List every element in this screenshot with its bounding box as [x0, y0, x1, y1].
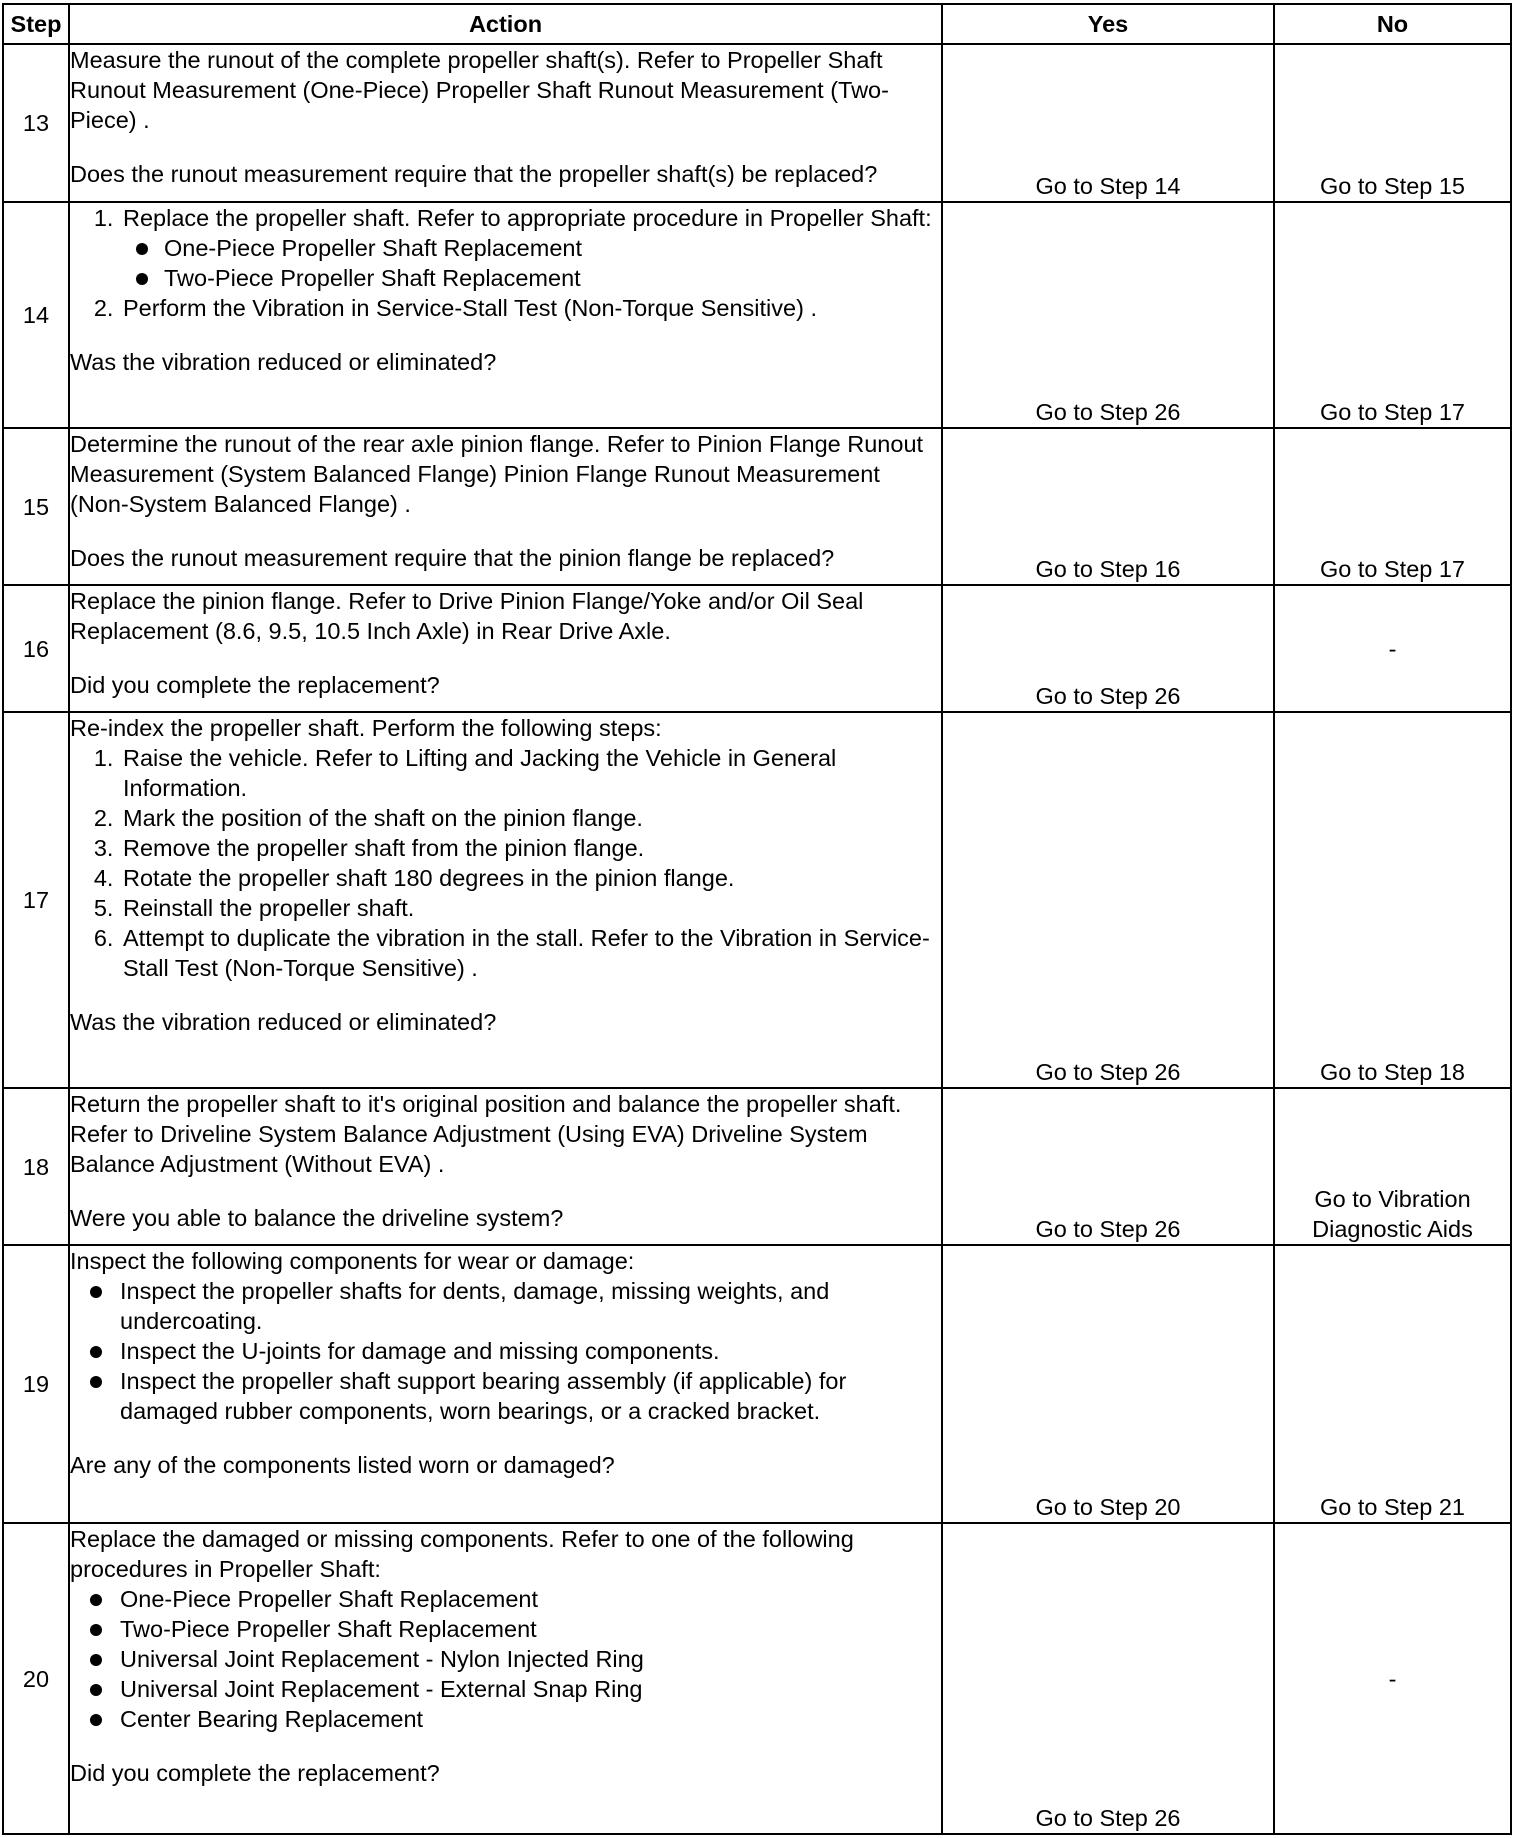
- no-result: -: [1274, 585, 1511, 712]
- action-intro: Return the propeller shaft to it's original position and balance the propeller shaft. Refer to Driveline System Balance Adjustment (Using EVA) Driveline System Balance Adjustment (Without EVA) .: [70, 1091, 902, 1177]
- action-intro: Replace the damaged or missing components. Refer to one of the following procedures in Propeller Shaft:: [70, 1526, 854, 1582]
- bullet-item: Inspect the propeller shafts for dents, damage, missing weights, and undercoating.: [120, 1276, 941, 1336]
- diagnostic-table: [2, 3, 1512, 1835]
- header-action: Action: [69, 4, 942, 44]
- bullet-item: Universal Joint Replacement - External Snap Ring: [120, 1674, 941, 1704]
- procedure-steps: [70, 203, 941, 323]
- no-result-line: Go to Vibration: [1314, 1186, 1471, 1212]
- inspection-bullets: [70, 1276, 941, 1426]
- procedure-bullets: [123, 233, 941, 293]
- bullet-item: One-Piece Propeller Shaft Replacement: [120, 1584, 941, 1614]
- procedure-step: 5. Reinstall the propeller shaft.: [120, 893, 941, 923]
- table-row: [3, 44, 1511, 202]
- table-row: [3, 1523, 1511, 1834]
- header-no: No: [1274, 4, 1511, 44]
- action-question: Does the runout measurement require that the propeller shaft(s) be replaced?: [70, 161, 878, 187]
- procedure-step: 6. Attempt to duplicate the vibration in the stall. Refer to the Vibration in Service-Stall Test (Non-Torque Sensitive) .: [120, 923, 941, 983]
- table-row: [3, 1245, 1511, 1523]
- no-result: -: [1274, 1523, 1511, 1834]
- no-result-line: Diagnostic Aids: [1312, 1216, 1473, 1242]
- action-intro: Inspect the following components for wear or damage:: [70, 1248, 635, 1274]
- action-cell: [69, 44, 942, 202]
- no-result: [1274, 1088, 1511, 1245]
- action-cell: [69, 1088, 942, 1245]
- action-question: Was the vibration reduced or eliminated?: [70, 1009, 497, 1035]
- bullet-item: Two-Piece Propeller Shaft Replacement: [164, 263, 941, 293]
- procedure-step: 4. Rotate the propeller shaft 180 degrees in the pinion flange.: [120, 863, 941, 893]
- no-result: Go to Step 21: [1274, 1245, 1511, 1523]
- bullet-item: One-Piece Propeller Shaft Replacement: [164, 233, 941, 263]
- header-step: Step: [3, 4, 69, 44]
- yes-result: Go to Step 26: [942, 202, 1274, 428]
- action-question: Were you able to balance the driveline system?: [70, 1205, 564, 1231]
- bullet-item: Universal Joint Replacement - Nylon Injected Ring: [120, 1644, 941, 1674]
- step-number: 20: [3, 1523, 69, 1834]
- no-result: Go to Step 17: [1274, 428, 1511, 585]
- action-question: Are any of the components listed worn or damaged?: [70, 1452, 615, 1478]
- bullet-item: Two-Piece Propeller Shaft Replacement: [120, 1614, 941, 1644]
- header-yes: Yes: [942, 4, 1274, 44]
- no-result: Go to Step 17: [1274, 202, 1511, 428]
- no-result: Go to Step 15: [1274, 44, 1511, 202]
- yes-result: Go to Step 20: [942, 1245, 1274, 1523]
- bullet-item: Inspect the U-joints for damage and missing components.: [120, 1336, 941, 1366]
- action-question: Did you complete the replacement?: [70, 1760, 440, 1786]
- table-row: [3, 585, 1511, 712]
- action-cell: [69, 202, 942, 428]
- table-row: [3, 428, 1511, 585]
- procedure-step: 1. Raise the vehicle. Refer to Lifting and Jacking the Vehicle in General Information.: [120, 743, 941, 803]
- step-number: 16: [3, 585, 69, 712]
- yes-result: Go to Step 14: [942, 44, 1274, 202]
- step-number: 17: [3, 712, 69, 1088]
- action-intro: Determine the runout of the rear axle pinion flange. Refer to Pinion Flange Runout Measurement (System Balanced Flange) Pinion Flange Runout Measurement (Non-System Balanced Flange) .: [70, 431, 924, 517]
- bullet-item: Center Bearing Replacement: [120, 1704, 941, 1734]
- procedure-step: [120, 203, 941, 293]
- step-number: 18: [3, 1088, 69, 1245]
- yes-result: Go to Step 16: [942, 428, 1274, 585]
- bullet-item: Inspect the propeller shaft support bearing assembly (if applicable) for damaged rubber components, worn bearings, or a cracked bracket.: [120, 1366, 941, 1426]
- procedure-bullets: [70, 1584, 941, 1734]
- table-row: [3, 202, 1511, 428]
- yes-result: Go to Step 26: [942, 585, 1274, 712]
- action-intro: Measure the runout of the complete propeller shaft(s). Refer to Propeller Shaft Runout Measurement (One-Piece) Propeller Shaft Runout Measurement (Two-Piece) .: [70, 47, 889, 133]
- table-row: [3, 1088, 1511, 1245]
- header-row: [3, 4, 1511, 44]
- action-cell: [69, 585, 942, 712]
- action-intro: Re-index the propeller shaft. Perform the following steps:: [70, 715, 662, 741]
- step-number: 13: [3, 44, 69, 202]
- action-cell: [69, 1245, 942, 1523]
- yes-result: Go to Step 26: [942, 712, 1274, 1088]
- step-number: 14: [3, 202, 69, 428]
- step-number: 15: [3, 428, 69, 585]
- table-row: [3, 712, 1511, 1088]
- action-question: Was the vibration reduced or eliminated?: [70, 349, 497, 375]
- procedure-step: 2. Perform the Vibration in Service-Stall Test (Non-Torque Sensitive) .: [120, 293, 941, 323]
- action-cell: [69, 428, 942, 585]
- procedure-steps: [70, 743, 941, 983]
- step-number: 19: [3, 1245, 69, 1523]
- procedure-step: 2. Mark the position of the shaft on the pinion flange.: [120, 803, 941, 833]
- yes-result: Go to Step 26: [942, 1088, 1274, 1245]
- no-result: Go to Step 18: [1274, 712, 1511, 1088]
- action-question: Did you complete the replacement?: [70, 672, 440, 698]
- action-intro: Replace the pinion flange. Refer to Drive Pinion Flange/Yoke and/or Oil Seal Replacement (8.6, 9.5, 10.5 Inch Axle) in Rear Drive Axle.: [70, 588, 864, 644]
- action-cell: [69, 1523, 942, 1834]
- procedure-step-text: Replace the propeller shaft. Refer to appropriate procedure in Propeller Shaft:: [123, 205, 932, 231]
- action-cell: [69, 712, 942, 1088]
- yes-result: Go to Step 26: [942, 1523, 1274, 1834]
- procedure-step: 3. Remove the propeller shaft from the pinion flange.: [120, 833, 941, 863]
- action-question: Does the runout measurement require that the pinion flange be replaced?: [70, 545, 835, 571]
